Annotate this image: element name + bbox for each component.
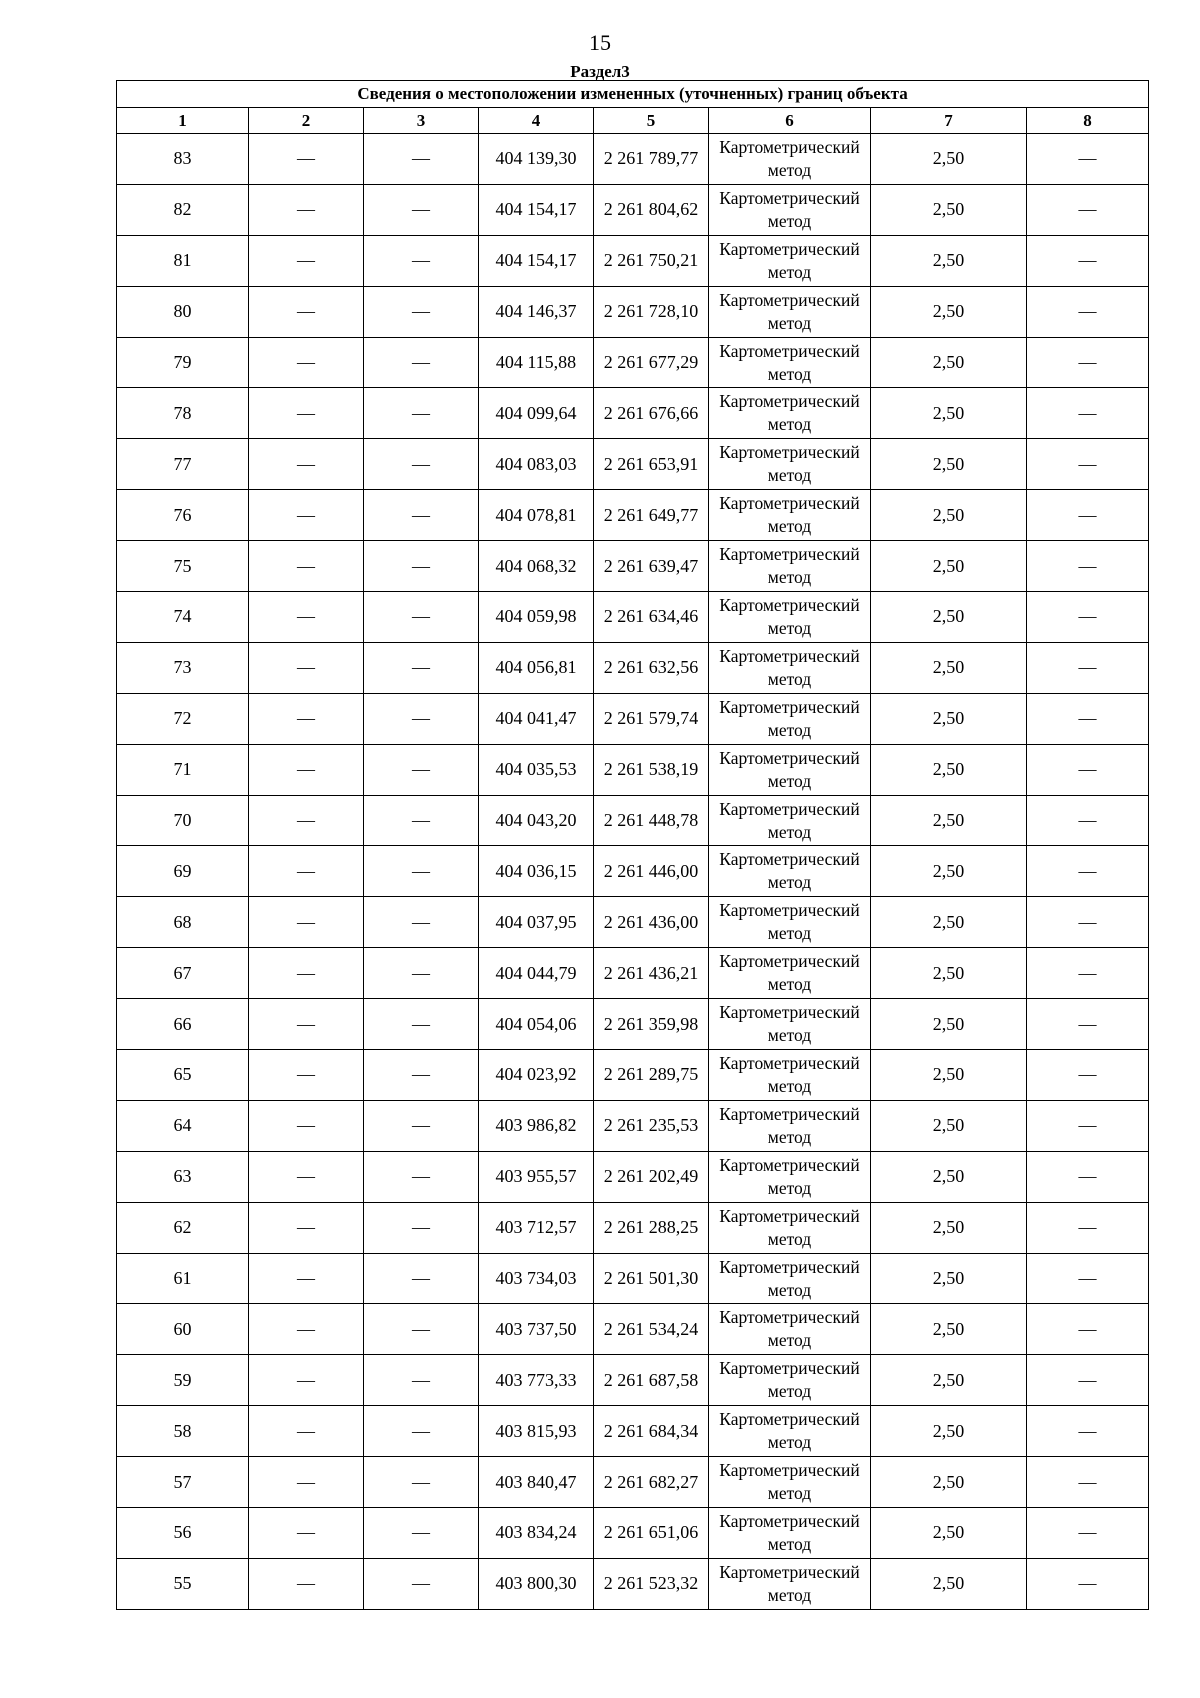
method-cell: Картометрический метод xyxy=(709,235,871,286)
col8-cell: — xyxy=(1027,1304,1149,1355)
x-coordinate-cell: 404 023,92 xyxy=(479,1050,594,1101)
table-caption: Сведения о местоположении измененных (уточненных) границ объекта xyxy=(117,81,1149,108)
y-coordinate-cell: 2 261 728,10 xyxy=(594,286,709,337)
y-coordinate-cell: 2 261 634,46 xyxy=(594,592,709,643)
y-coordinate-cell: 2 261 651,06 xyxy=(594,1508,709,1559)
point-number-cell: 79 xyxy=(117,337,249,388)
x-coordinate-cell: 404 154,17 xyxy=(479,235,594,286)
point-number-cell: 80 xyxy=(117,286,249,337)
col3-cell: — xyxy=(364,1202,479,1253)
column-number-header: 8 xyxy=(1027,108,1149,134)
col3-cell: — xyxy=(364,948,479,999)
col3-cell: — xyxy=(364,1406,479,1457)
col3-cell: — xyxy=(364,744,479,795)
x-coordinate-cell: 404 068,32 xyxy=(479,541,594,592)
col3-cell: — xyxy=(364,1355,479,1406)
x-coordinate-cell: 404 146,37 xyxy=(479,286,594,337)
accuracy-cell: 2,50 xyxy=(871,541,1027,592)
accuracy-cell: 2,50 xyxy=(871,1202,1027,1253)
col8-cell: — xyxy=(1027,541,1149,592)
table-row xyxy=(117,1151,1149,1202)
y-coordinate-cell: 2 261 436,21 xyxy=(594,948,709,999)
point-number-cell: 55 xyxy=(117,1558,249,1609)
table-row xyxy=(117,1100,1149,1151)
x-coordinate-cell: 403 734,03 xyxy=(479,1253,594,1304)
y-coordinate-cell: 2 261 436,00 xyxy=(594,897,709,948)
col2-cell: — xyxy=(249,337,364,388)
table-row xyxy=(117,184,1149,235)
table-row xyxy=(117,999,1149,1050)
column-number-row xyxy=(117,108,1149,134)
table-row xyxy=(117,1558,1149,1609)
method-cell: Картометрический метод xyxy=(709,1558,871,1609)
table-row xyxy=(117,846,1149,897)
point-number-cell: 62 xyxy=(117,1202,249,1253)
col2-cell: — xyxy=(249,744,364,795)
table-row xyxy=(117,592,1149,643)
col3-cell: — xyxy=(364,1508,479,1559)
column-number-header: 4 xyxy=(479,108,594,134)
method-cell: Картометрический метод xyxy=(709,948,871,999)
col2-cell: — xyxy=(249,388,364,439)
accuracy-cell: 2,50 xyxy=(871,388,1027,439)
col2-cell: — xyxy=(249,897,364,948)
method-cell: Картометрический метод xyxy=(709,795,871,846)
col2-cell: — xyxy=(249,490,364,541)
x-coordinate-cell: 403 840,47 xyxy=(479,1457,594,1508)
point-number-cell: 71 xyxy=(117,744,249,795)
column-number-header: 5 xyxy=(594,108,709,134)
accuracy-cell: 2,50 xyxy=(871,439,1027,490)
col3-cell: — xyxy=(364,795,479,846)
table-row xyxy=(117,1508,1149,1559)
col3-cell: — xyxy=(364,1100,479,1151)
table-row xyxy=(117,948,1149,999)
point-number-cell: 65 xyxy=(117,1050,249,1101)
col3-cell: — xyxy=(364,1253,479,1304)
col3-cell: — xyxy=(364,490,479,541)
accuracy-cell: 2,50 xyxy=(871,846,1027,897)
col3-cell: — xyxy=(364,337,479,388)
accuracy-cell: 2,50 xyxy=(871,1304,1027,1355)
y-coordinate-cell: 2 261 446,00 xyxy=(594,846,709,897)
table-row xyxy=(117,388,1149,439)
accuracy-cell: 2,50 xyxy=(871,235,1027,286)
method-cell: Картометрический метод xyxy=(709,388,871,439)
col3-cell: — xyxy=(364,235,479,286)
x-coordinate-cell: 404 036,15 xyxy=(479,846,594,897)
column-number-header: 1 xyxy=(117,108,249,134)
table-row xyxy=(117,744,1149,795)
point-number-cell: 77 xyxy=(117,439,249,490)
point-number-cell: 83 xyxy=(117,134,249,185)
point-number-cell: 66 xyxy=(117,999,249,1050)
y-coordinate-cell: 2 261 653,91 xyxy=(594,439,709,490)
col3-cell: — xyxy=(364,1558,479,1609)
accuracy-cell: 2,50 xyxy=(871,286,1027,337)
col8-cell: — xyxy=(1027,948,1149,999)
column-number-header: 6 xyxy=(709,108,871,134)
method-cell: Картометрический метод xyxy=(709,1304,871,1355)
col3-cell: — xyxy=(364,1151,479,1202)
method-cell: Картометрический метод xyxy=(709,592,871,643)
col2-cell: — xyxy=(249,235,364,286)
y-coordinate-cell: 2 261 682,27 xyxy=(594,1457,709,1508)
table-row xyxy=(117,286,1149,337)
point-number-cell: 60 xyxy=(117,1304,249,1355)
table-row xyxy=(117,439,1149,490)
method-cell: Картометрический метод xyxy=(709,184,871,235)
x-coordinate-cell: 404 056,81 xyxy=(479,642,594,693)
col8-cell: — xyxy=(1027,1050,1149,1101)
method-cell: Картометрический метод xyxy=(709,1050,871,1101)
col8-cell: — xyxy=(1027,1457,1149,1508)
col2-cell: — xyxy=(249,286,364,337)
col2-cell: — xyxy=(249,439,364,490)
col2-cell: — xyxy=(249,642,364,693)
col2-cell: — xyxy=(249,1355,364,1406)
x-coordinate-cell: 404 041,47 xyxy=(479,693,594,744)
table-row xyxy=(117,693,1149,744)
accuracy-cell: 2,50 xyxy=(871,1558,1027,1609)
table-row xyxy=(117,1355,1149,1406)
point-number-cell: 63 xyxy=(117,1151,249,1202)
col8-cell: — xyxy=(1027,439,1149,490)
accuracy-cell: 2,50 xyxy=(871,1355,1027,1406)
x-coordinate-cell: 403 986,82 xyxy=(479,1100,594,1151)
col8-cell: — xyxy=(1027,1253,1149,1304)
method-cell: Картометрический метод xyxy=(709,337,871,388)
col2-cell: — xyxy=(249,541,364,592)
col2-cell: — xyxy=(249,1100,364,1151)
col3-cell: — xyxy=(364,1457,479,1508)
col2-cell: — xyxy=(249,184,364,235)
page-number: 15 xyxy=(589,30,611,55)
x-coordinate-cell: 403 955,57 xyxy=(479,1151,594,1202)
method-cell: Картометрический метод xyxy=(709,1100,871,1151)
y-coordinate-cell: 2 261 639,47 xyxy=(594,541,709,592)
method-cell: Картометрический метод xyxy=(709,1202,871,1253)
y-coordinate-cell: 2 261 501,30 xyxy=(594,1253,709,1304)
point-number-cell: 73 xyxy=(117,642,249,693)
y-coordinate-cell: 2 261 789,77 xyxy=(594,134,709,185)
accuracy-cell: 2,50 xyxy=(871,592,1027,643)
y-coordinate-cell: 2 261 684,34 xyxy=(594,1406,709,1457)
column-number-header: 3 xyxy=(364,108,479,134)
col8-cell: — xyxy=(1027,388,1149,439)
table-row xyxy=(117,1253,1149,1304)
col2-cell: — xyxy=(249,134,364,185)
col2-cell: — xyxy=(249,846,364,897)
col3-cell: — xyxy=(364,846,479,897)
x-coordinate-cell: 404 154,17 xyxy=(479,184,594,235)
col8-cell: — xyxy=(1027,235,1149,286)
x-coordinate-cell: 404 035,53 xyxy=(479,744,594,795)
col8-cell: — xyxy=(1027,1151,1149,1202)
y-coordinate-cell: 2 261 359,98 xyxy=(594,999,709,1050)
method-cell: Картометрический метод xyxy=(709,846,871,897)
col3-cell: — xyxy=(364,897,479,948)
y-coordinate-cell: 2 261 579,74 xyxy=(594,693,709,744)
method-cell: Картометрический метод xyxy=(709,642,871,693)
x-coordinate-cell: 404 099,64 xyxy=(479,388,594,439)
point-number-cell: 56 xyxy=(117,1508,249,1559)
y-coordinate-cell: 2 261 804,62 xyxy=(594,184,709,235)
method-cell: Картометрический метод xyxy=(709,134,871,185)
point-number-cell: 59 xyxy=(117,1355,249,1406)
x-coordinate-cell: 403 773,33 xyxy=(479,1355,594,1406)
col2-cell: — xyxy=(249,592,364,643)
col8-cell: — xyxy=(1027,693,1149,744)
accuracy-cell: 2,50 xyxy=(871,337,1027,388)
y-coordinate-cell: 2 261 649,77 xyxy=(594,490,709,541)
col3-cell: — xyxy=(364,184,479,235)
col2-cell: — xyxy=(249,1151,364,1202)
point-number-cell: 68 xyxy=(117,897,249,948)
point-number-cell: 61 xyxy=(117,1253,249,1304)
accuracy-cell: 2,50 xyxy=(871,1406,1027,1457)
x-coordinate-cell: 403 815,93 xyxy=(479,1406,594,1457)
y-coordinate-cell: 2 261 677,29 xyxy=(594,337,709,388)
table-row xyxy=(117,642,1149,693)
col8-cell: — xyxy=(1027,897,1149,948)
accuracy-cell: 2,50 xyxy=(871,693,1027,744)
point-number-cell: 72 xyxy=(117,693,249,744)
method-cell: Картометрический метод xyxy=(709,1406,871,1457)
x-coordinate-cell: 404 059,98 xyxy=(479,592,594,643)
col8-cell: — xyxy=(1027,1508,1149,1559)
col8-cell: — xyxy=(1027,744,1149,795)
y-coordinate-cell: 2 261 523,32 xyxy=(594,1558,709,1609)
x-coordinate-cell: 404 078,81 xyxy=(479,490,594,541)
accuracy-cell: 2,50 xyxy=(871,1457,1027,1508)
method-cell: Картометрический метод xyxy=(709,999,871,1050)
y-coordinate-cell: 2 261 288,25 xyxy=(594,1202,709,1253)
col2-cell: — xyxy=(249,1253,364,1304)
point-number-cell: 67 xyxy=(117,948,249,999)
col3-cell: — xyxy=(364,134,479,185)
col3-cell: — xyxy=(364,592,479,643)
table-row xyxy=(117,235,1149,286)
point-number-cell: 81 xyxy=(117,235,249,286)
y-coordinate-cell: 2 261 534,24 xyxy=(594,1304,709,1355)
x-coordinate-cell: 404 037,95 xyxy=(479,897,594,948)
x-coordinate-cell: 404 054,06 xyxy=(479,999,594,1050)
col3-cell: — xyxy=(364,693,479,744)
accuracy-cell: 2,50 xyxy=(871,744,1027,795)
col8-cell: — xyxy=(1027,592,1149,643)
method-cell: Картометрический метод xyxy=(709,744,871,795)
method-cell: Картометрический метод xyxy=(709,541,871,592)
col8-cell: — xyxy=(1027,134,1149,185)
accuracy-cell: 2,50 xyxy=(871,1508,1027,1559)
method-cell: Картометрический метод xyxy=(709,693,871,744)
method-cell: Картометрический метод xyxy=(709,439,871,490)
method-cell: Картометрический метод xyxy=(709,1253,871,1304)
col2-cell: — xyxy=(249,795,364,846)
table-body xyxy=(117,134,1149,1610)
point-number-cell: 78 xyxy=(117,388,249,439)
col2-cell: — xyxy=(249,1558,364,1609)
col8-cell: — xyxy=(1027,1202,1149,1253)
col8-cell: — xyxy=(1027,795,1149,846)
col3-cell: — xyxy=(364,439,479,490)
method-cell: Картометрический метод xyxy=(709,286,871,337)
accuracy-cell: 2,50 xyxy=(871,642,1027,693)
point-number-cell: 76 xyxy=(117,490,249,541)
point-number-cell: 70 xyxy=(117,795,249,846)
x-coordinate-cell: 404 139,30 xyxy=(479,134,594,185)
col2-cell: — xyxy=(249,999,364,1050)
accuracy-cell: 2,50 xyxy=(871,1151,1027,1202)
point-number-cell: 57 xyxy=(117,1457,249,1508)
col8-cell: — xyxy=(1027,1406,1149,1457)
col8-cell: — xyxy=(1027,337,1149,388)
y-coordinate-cell: 2 261 538,19 xyxy=(594,744,709,795)
col8-cell: — xyxy=(1027,642,1149,693)
x-coordinate-cell: 404 115,88 xyxy=(479,337,594,388)
col2-cell: — xyxy=(249,1050,364,1101)
table-row xyxy=(117,1050,1149,1101)
accuracy-cell: 2,50 xyxy=(871,1253,1027,1304)
col3-cell: — xyxy=(364,642,479,693)
method-cell: Картометрический метод xyxy=(709,1457,871,1508)
method-cell: Картометрический метод xyxy=(709,1508,871,1559)
col8-cell: — xyxy=(1027,1355,1149,1406)
y-coordinate-cell: 2 261 632,56 xyxy=(594,642,709,693)
col3-cell: — xyxy=(364,541,479,592)
table-row xyxy=(117,134,1149,185)
x-coordinate-cell: 404 043,20 xyxy=(479,795,594,846)
table-row xyxy=(117,337,1149,388)
method-cell: Картометрический метод xyxy=(709,490,871,541)
accuracy-cell: 2,50 xyxy=(871,134,1027,185)
accuracy-cell: 2,50 xyxy=(871,897,1027,948)
point-number-cell: 58 xyxy=(117,1406,249,1457)
col3-cell: — xyxy=(364,286,479,337)
x-coordinate-cell: 403 834,24 xyxy=(479,1508,594,1559)
col2-cell: — xyxy=(249,1457,364,1508)
accuracy-cell: 2,50 xyxy=(871,795,1027,846)
col8-cell: — xyxy=(1027,846,1149,897)
point-number-cell: 69 xyxy=(117,846,249,897)
col3-cell: — xyxy=(364,1304,479,1355)
point-number-cell: 75 xyxy=(117,541,249,592)
table-row xyxy=(117,1304,1149,1355)
x-coordinate-cell: 403 800,30 xyxy=(479,1558,594,1609)
col2-cell: — xyxy=(249,1304,364,1355)
accuracy-cell: 2,50 xyxy=(871,1100,1027,1151)
accuracy-cell: 2,50 xyxy=(871,948,1027,999)
x-coordinate-cell: 404 083,03 xyxy=(479,439,594,490)
col2-cell: — xyxy=(249,1406,364,1457)
accuracy-cell: 2,50 xyxy=(871,490,1027,541)
col8-cell: — xyxy=(1027,1558,1149,1609)
col3-cell: — xyxy=(364,1050,479,1101)
table-row xyxy=(117,541,1149,592)
method-cell: Картометрический метод xyxy=(709,1151,871,1202)
col2-cell: — xyxy=(249,948,364,999)
point-number-cell: 82 xyxy=(117,184,249,235)
column-number-header: 2 xyxy=(249,108,364,134)
method-cell: Картометрический метод xyxy=(709,897,871,948)
table-row xyxy=(117,1202,1149,1253)
col8-cell: — xyxy=(1027,286,1149,337)
table-row xyxy=(117,795,1149,846)
accuracy-cell: 2,50 xyxy=(871,184,1027,235)
table-row xyxy=(117,490,1149,541)
col8-cell: — xyxy=(1027,1100,1149,1151)
table-row xyxy=(117,1457,1149,1508)
col8-cell: — xyxy=(1027,490,1149,541)
accuracy-cell: 2,50 xyxy=(871,1050,1027,1101)
boundary-table xyxy=(116,80,1149,1610)
col2-cell: — xyxy=(249,1508,364,1559)
y-coordinate-cell: 2 261 676,66 xyxy=(594,388,709,439)
col3-cell: — xyxy=(364,999,479,1050)
y-coordinate-cell: 2 261 750,21 xyxy=(594,235,709,286)
y-coordinate-cell: 2 261 235,53 xyxy=(594,1100,709,1151)
col2-cell: — xyxy=(249,693,364,744)
section-title: Раздел3 xyxy=(570,62,630,81)
accuracy-cell: 2,50 xyxy=(871,999,1027,1050)
x-coordinate-cell: 403 712,57 xyxy=(479,1202,594,1253)
y-coordinate-cell: 2 261 202,49 xyxy=(594,1151,709,1202)
x-coordinate-cell: 404 044,79 xyxy=(479,948,594,999)
point-number-cell: 74 xyxy=(117,592,249,643)
table-row xyxy=(117,897,1149,948)
y-coordinate-cell: 2 261 448,78 xyxy=(594,795,709,846)
table-row xyxy=(117,1406,1149,1457)
column-number-header: 7 xyxy=(871,108,1027,134)
y-coordinate-cell: 2 261 687,58 xyxy=(594,1355,709,1406)
x-coordinate-cell: 403 737,50 xyxy=(479,1304,594,1355)
col3-cell: — xyxy=(364,388,479,439)
y-coordinate-cell: 2 261 289,75 xyxy=(594,1050,709,1101)
col2-cell: — xyxy=(249,1202,364,1253)
col8-cell: — xyxy=(1027,184,1149,235)
col8-cell: — xyxy=(1027,999,1149,1050)
point-number-cell: 64 xyxy=(117,1100,249,1151)
method-cell: Картометрический метод xyxy=(709,1355,871,1406)
